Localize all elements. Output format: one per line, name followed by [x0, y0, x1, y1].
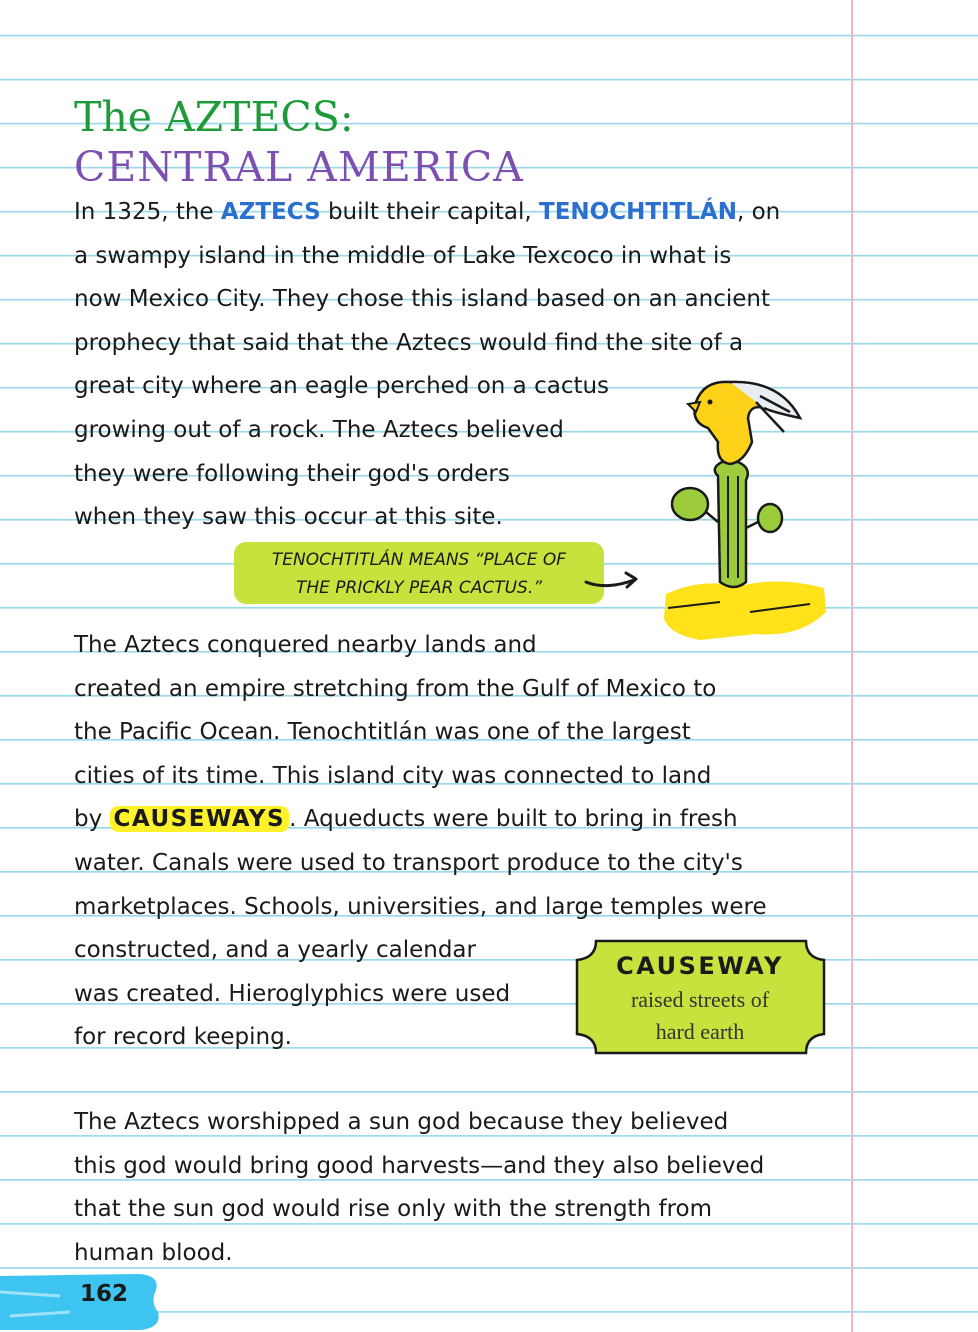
paragraph-line: marketplaces. Schools, universities, and large temples were: [74, 893, 767, 920]
paragraph-line: by CAUSEWAYS . Aqueducts were built to bring in fresh: [74, 806, 738, 833]
paragraph-3: [74, 1101, 764, 1275]
paragraph-line: was created. Hieroglyphics were used: [74, 980, 511, 1007]
note-line-1: TENOCHTITLÁN MEANS “PLACE OF: [271, 550, 567, 570]
keyword-tenochtitlan: TENOCHTITLÁN: [539, 199, 737, 225]
paragraph-line: constructed, and a yearly calendar: [74, 937, 476, 964]
paragraph-line: for record keeping.: [74, 1024, 292, 1051]
cactus-pad-right: [758, 504, 782, 532]
paragraph-line: created an empire stretching from the Gulf of Mexico to: [74, 675, 717, 702]
meaning-note: [234, 542, 604, 604]
paragraph-line: growing out of a rock. The Aztecs believed: [74, 416, 564, 443]
glossary-definition: raised streets of hard earth: [630, 987, 770, 1044]
paragraph-line: cities of its time. This island city was connected to land: [74, 762, 712, 789]
paragraph-line: now Mexico City. They chose this island based on an ancient: [74, 286, 771, 313]
margin-line: [851, 0, 853, 1332]
paragraph-line: the Pacific Ocean. Tenochtitlán was one of the largest: [74, 719, 691, 746]
paragraph-line: this god would bring good harvests—and they also believed: [74, 1152, 765, 1179]
paragraph-line: when they saw this occur at this site.: [74, 504, 503, 531]
paragraph-line: In 1325, the AZTECS built their capital, TENOCHTITLÁN, on: [74, 199, 781, 225]
paragraph-line: The Aztecs conquered nearby lands and: [74, 632, 537, 658]
title-line-2: CENTRAL AMERICA: [74, 143, 524, 191]
glossary-box: [574, 938, 826, 1056]
paragraph-line: a swampy island in the middle of Lake Texcoco in what is: [74, 242, 732, 269]
cactus-pad-left: [672, 488, 708, 520]
page-number: 162: [80, 1281, 129, 1307]
paragraph-line: that the sun god would rise only with the strength from: [74, 1196, 712, 1223]
note-arrow-icon: [582, 568, 642, 594]
glossary-word: CAUSEWAY: [616, 952, 784, 980]
paragraph-line: water. Canals were used to transport produce to the city's: [74, 849, 743, 876]
eagle-cactus-illustration: [660, 372, 830, 647]
paragraph-line: they were following their god's orders: [74, 460, 510, 487]
cactus-trunk: [715, 462, 748, 587]
paragraph-line: great city where an eagle perched on a cactus: [74, 373, 610, 400]
paragraph-line: The Aztecs worshipped a sun god because they believed: [74, 1109, 729, 1135]
keyword-aztecs: AZTECS: [220, 199, 321, 225]
title-line-1: The AZTECS:: [74, 93, 354, 141]
paragraph-line: human blood.: [74, 1239, 233, 1266]
page-title: [74, 92, 524, 192]
note-line-2: THE PRICKLY PEAR CACTUS.”: [295, 578, 543, 598]
highlight-causeways: CAUSEWAYS: [110, 806, 290, 832]
paragraph-line: prophecy that said that the Aztecs would find the site of a: [74, 329, 744, 356]
